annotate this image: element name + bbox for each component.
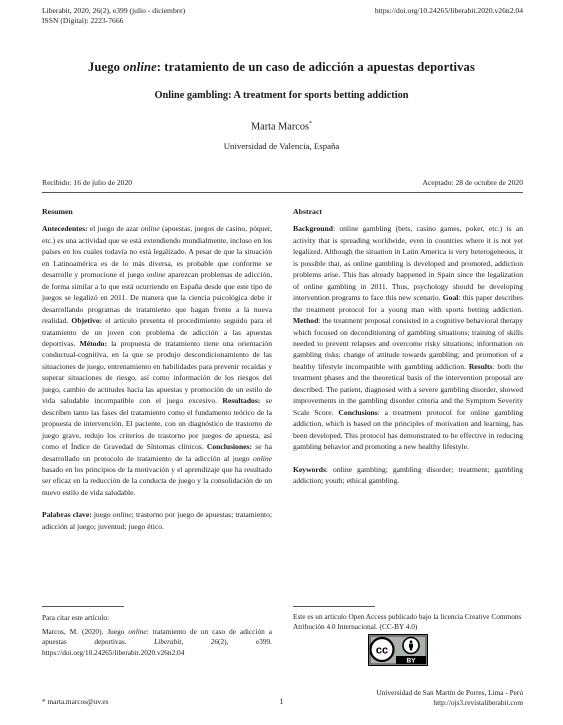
author-name: Marta Marcos* <box>250 121 313 133</box>
resumen-column <box>42 206 272 532</box>
citation-block <box>42 613 272 658</box>
abstract-body: Background: online gambling (bets, casino games, poker, etc.) is an activity that is spreading worldwide, even in countries where it is not yet legalized. Although the situation in Latin America is very heterogeneous, it is possible that, as online gambling is developed and promoted, addiction problems arise. This has already happened in Spain since the legalization of online gambling in 2011. Thus, psychology should be developing intervention programs to face this new scenario. Goal: this paper describes the treatment protocol for a young man with sports betting addiction. Method: the treatment proposal consisted in a cognitive behavioral therapy which focused on deconditioning of gambling situations; training of skills needed to prevent relapses and overcome risky situations; information on gambling risks; change of attitude towards gambling; and promotion of a healthy lifestyle incompatible with gambling addiction. Results: both the treatment phases and the theoretical basis of the intervention proposal are described. The patient, diagnosed with a severe gambling disorder, showed improvements in the gambling disorder criteria and the Symptom Severity Scale Score. Conclusions: a treatment protocol for online gambling addiction, which is based on the principles of motivation and learning, has been developed. This protocol has demonstrated to be effective in reducing gambling behavior and promoting a new healthy lifestyle. <box>293 224 524 452</box>
resumen-keywords: Palabras clave: juego online; trastorno por juego de apuestas; tratamiento; adicción al juego; juventud; juego ético. <box>42 510 273 531</box>
article-subtitle: Online gambling: A treatment for sports betting addiction <box>154 90 409 101</box>
author-footnote-mark: * <box>309 121 313 127</box>
resumen-body: Antecedentes: el juego de azar online (apuestas, juegos de casino, póquer, etc.) es una actividad que se está extendiendo mundialmente, incluso en los países en los cuales todavía no está legalizado. A pesar de que la situación en Latinoamérica es de lo más diversa, es probable que conforme se desarrolle y promocione el juego online aparezcan problemas de adicción, de forma similar a lo que está ocurriendo en España desde que este tipo de juegos se legalizó en 2011. De manera que la ciencia psicológica debe ir desarrollando programas de tratamiento que hagan frente a la nueva realidad. Objetivo: el artículo presenta el procedimiento seguido para el tratamiento de un joven con problema de adicción a las apuestas deportivas. Método: la propuesta de tratamiento tiene una orientación conductual-cognitiva, en la que se produjo descondicionamiento de las situaciones de juego, entrenamiento en habilidades para prevenir recaídas y superar situaciones de riesgo, así como información de los riesgos del juego, cambio de actitudes hacia las apuestas y promoción de un estilo de vida saludable incompatible con el juego excesivo. Resultados: se describen tanto las fases del tratamiento como el fundamento teórico de la propuesta de intervención. El paciente, con un diagnóstico de trastorno de juego grave, redujo los criterios de trastorno por juegos de apuesta, así como el Índice de Gravedad de Síntomas clínicos. Conclusiones: se ha desarrollado un protocolo de tratamiento de la adicción al juego online basado en los principios de la motivación y el aprendizaje que ha resultado ser eficaz en la reducción de la conducta de juego y la consolidación de un nuevo estilo de vida saludable. <box>42 224 272 497</box>
resumen-heading: Resumen <box>42 207 73 216</box>
accepted-date: Aceptado: 28 de octubre de 2020 <box>422 178 523 187</box>
license-text: Este es un artículo Open Access publicado bajo la licencia Creative Commons Atribución 4.0 Internacional. (CC-BY 4.0) <box>293 612 522 631</box>
page-number: 1 <box>279 697 284 706</box>
cc-by-license-icon[interactable] <box>368 634 428 666</box>
cc-by-text: BY <box>406 657 416 665</box>
received-date: Recibido: 16 de julio de 2020 <box>42 178 133 187</box>
license-divider <box>293 606 375 607</box>
abstract-keywords: Keywords: online gambling; gambling disorder; treatment; gambling addiction; youth; ethical gambling. <box>293 464 523 485</box>
citation-divider <box>42 606 124 607</box>
citation-heading: Para citar este artículo: <box>42 613 110 622</box>
publisher-university: Universidad de San Martín de Porres, Lima - Perú <box>376 688 523 697</box>
citation-text: Marcos, M. (2020). Juego online: tratamiento de un caso de adicción a apuestas deportivas. Liberabit, 26(2), e399. https://doi.org/10.24265/liberabit.2020.v26n2.04 <box>42 627 272 657</box>
author-affiliation: Universidad de Valencia, España <box>223 141 340 151</box>
publisher-info <box>376 688 523 708</box>
doi-link[interactable]: https://doi.org/10.24265/liberabit.2020.v26n2.04 <box>374 6 523 15</box>
abstract-column <box>293 206 523 486</box>
abstract-heading: Abstract <box>293 207 323 216</box>
cc-text: cc <box>375 644 389 657</box>
journal-website-link[interactable]: http://ojs3.revistaliberabit.com <box>433 698 523 707</box>
issn-line: ISSN (Digital): 2223-7666 <box>42 16 124 25</box>
article-title: Juego online: tratamiento de un caso de adicción a apuestas deportivas <box>88 60 475 74</box>
journal-header <box>42 6 185 26</box>
author-email[interactable]: * marta.marcos@uv.es <box>42 697 109 706</box>
person-icon <box>403 638 419 654</box>
section-divider <box>42 192 523 193</box>
journal-citation-line: Liberabit, 2020, 26(2), e399 (julio - diciembre) <box>42 6 186 15</box>
